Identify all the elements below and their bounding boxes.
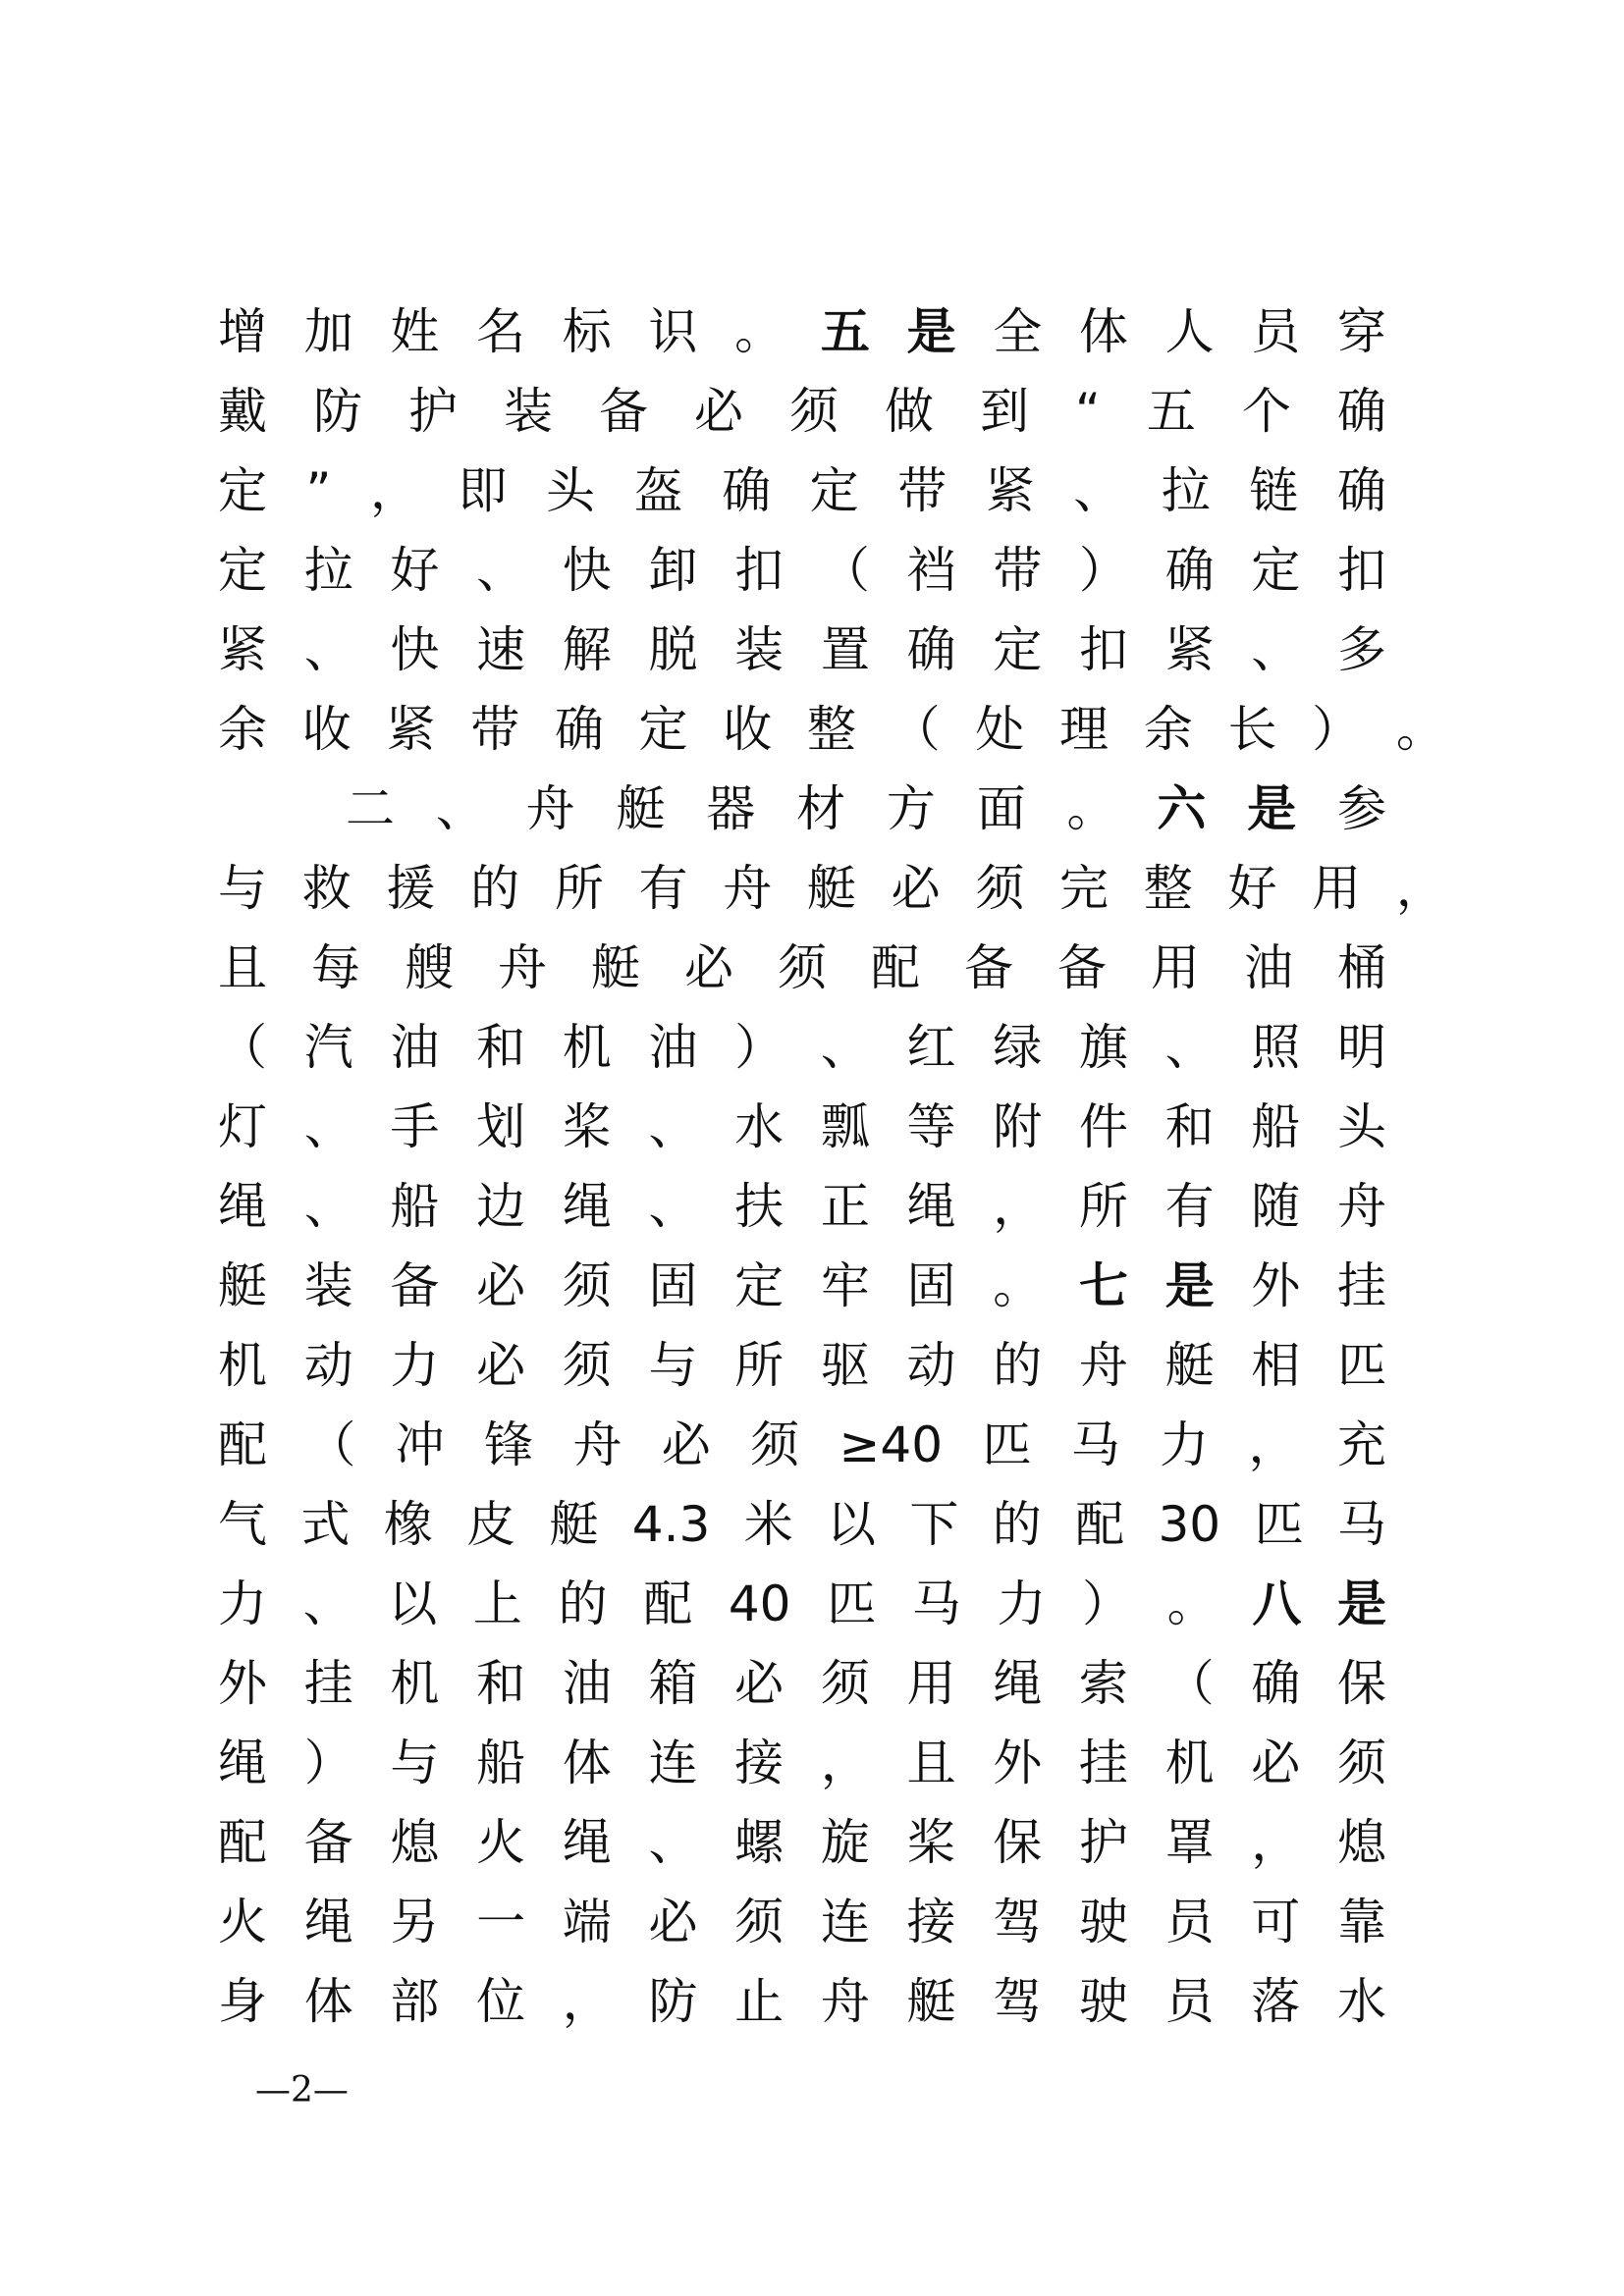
text-line: 火 绳 另 一 端 必 须 连 接 驾 驶 员 可 靠 (218, 1894, 1386, 1950)
text-line: 定 拉 好 、 快 卸 扣 （ 裆 带 ） 确 定 扣 (218, 542, 1386, 599)
text-line: 力 、 以 上 的 配 40 匹 马 力 ） 。 八 是 (218, 1575, 1386, 1632)
text-line: 定 ” ， 即 头 盔 确 定 带 紧 、 拉 链 确 (218, 462, 1386, 519)
text-line: （ 汽 油 和 机 油 ） 、 红 绿 旗 、 照 明 (218, 1019, 1386, 1076)
text-line: 绳 ） 与 船 体 连 接 ， 且 外 挂 机 必 须 (218, 1735, 1386, 1791)
text-line: 身 体 部 位 ， 防 止 舟 艇 驾 驶 员 落 水 (218, 1973, 1386, 2030)
text-line: 外 挂 机 和 油 箱 必 须 用 绳 索 （ 确 保 (218, 1655, 1386, 1712)
text-line: 紧 、 快 速 解 脱 装 置 确 定 扣 紧 、 多 (218, 621, 1386, 678)
text-line: 灯 、 手 划 桨 、 水 瓢 等 附 件 和 船 头 (218, 1098, 1386, 1155)
text-line: 气 式 橡 皮 艇 4.3 米 以 下 的 配 30 匹 马 (218, 1496, 1386, 1553)
text-line: 绳 、 船 边 绳 、 扶 正 绳 ， 所 有 随 舟 (218, 1178, 1386, 1235)
page-number: —2— (255, 2070, 349, 2110)
text-line: 机 动 力 必 须 与 所 驱 动 的 舟 艇 相 匹 (218, 1337, 1386, 1394)
text-line: 戴 防 护 装 备 必 须 做 到 “ 五 个 确 (218, 383, 1386, 440)
text-line: 且 每 艘 舟 艇 必 须 配 备 备 用 油 桶 (218, 939, 1386, 996)
text-line: 艇 装 备 必 须 固 定 牢 固 。 七 是 外 挂 (218, 1257, 1386, 1314)
text-line: 与 救 援 的 所 有 舟 艇 必 须 完 整 好 用 ， (218, 860, 1445, 917)
text-line: 配 备 熄 火 绳 、 螺 旋 桨 保 护 罩 ， 熄 (218, 1814, 1386, 1871)
text-line: 二 、 舟 艇 器 材 方 面 。 六 是 参 (346, 780, 1386, 837)
text-line: 余 收 紧 带 确 定 收 整 （ 处 理 余 长 ） 。 (218, 701, 1445, 758)
text-line: 增 加 姓 名 标 识 。 五 是 全 体 人 员 穿 (218, 303, 1386, 360)
text-line: 配 （ 冲 锋 舟 必 须 ≥40 匹 马 力 ， 充 (218, 1416, 1386, 1473)
